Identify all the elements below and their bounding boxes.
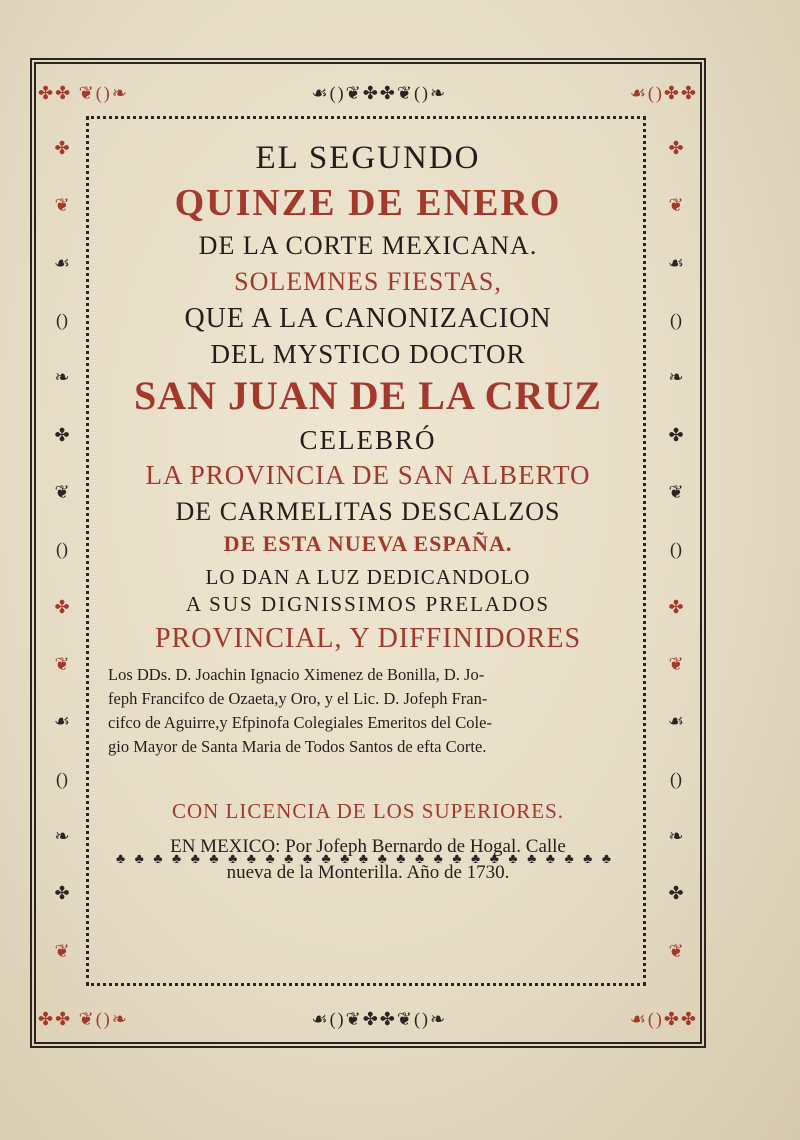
title-line-7: SAN JUAN DE LA CRUZ bbox=[134, 373, 602, 418]
left-ornament-column: ✤ ❦ ☙ () ❧ ✤ ❦ () ✤ ❦ ☙ () ❧ ✤ ❦ bbox=[53, 138, 71, 961]
dedication-line-3: cifco de Aguirre,y Efpinofa Colegiales Emeritos del Cole- bbox=[108, 713, 492, 732]
right-ornament-column: ✤ ❦ ☙ () ❧ ✤ ❦ () ✤ ❦ ☙ () ❧ ✤ ❦ bbox=[667, 138, 685, 961]
license-line: CON LICENCIA DE LOS SUPERIORES. bbox=[171, 799, 565, 823]
title-line-14: PROVINCIAL, Y DIFFINIDORES bbox=[154, 623, 582, 654]
title-line-2: QUINZE DE ENERO bbox=[174, 182, 562, 224]
title-line-10: DE CARMELITAS DESCALZOS bbox=[175, 497, 561, 526]
title-line-13: A SUS DIGNISSIMOS PRELADOS bbox=[185, 592, 551, 616]
title-line-8: CELEBRÓ bbox=[299, 425, 437, 455]
title-line-6: DEL MYSTICO DOCTOR bbox=[210, 339, 526, 369]
separator-ornament-row: ♣ ♣ ♣ ♣ ♣ ♣ ♣ ♣ ♣ ♣ ♣ ♣ ♣ ♣ ♣ ♣ ♣ ♣ ♣ ♣ ♣ ♣ ♣ ♣ ♣ ♣ ♣ bbox=[115, 852, 615, 867]
dedication-line-2: feph Francifco de Ozaeta,y Oro, y el Lic. D. Jofeph Fran- bbox=[108, 689, 488, 708]
dedication-line-1: Los DDs. D. Joachin Ignacio Ximenez de Bonilla, D. Jo- bbox=[108, 665, 485, 684]
title-line-4: SOLEMNES FIESTAS, bbox=[234, 267, 502, 296]
title-line-5: QUE A LA CANONIZACION bbox=[184, 303, 552, 334]
title-line-9: LA PROVINCIA DE SAN ALBERTO bbox=[145, 460, 591, 490]
title-text-block bbox=[98, 140, 638, 886]
bottom-ornament-strip: ✤✤ ❦()❧ ☙()❦✤✤❦()❧ ☙()✤✤ bbox=[38, 1008, 698, 1029]
top-ornament-strip: ✤✤ ❦()❧ ☙()❦✤✤❦()❧ ☙()✤✤ bbox=[38, 82, 698, 103]
title-line-3: DE LA CORTE MEXICANA. bbox=[198, 231, 538, 260]
title-line-12: LO DAN A LUZ DEDICANDOLO bbox=[205, 565, 531, 589]
imprint-line-1: EN MEXICO: Por Jofeph Bernardo de Hogal. Calle bbox=[170, 836, 566, 857]
title-line-11: DE ESTA NUEVA ESPAÑA. bbox=[223, 531, 513, 556]
imprint-line-2: nueva de la Monterilla. Año de 1730. bbox=[226, 862, 510, 883]
title-line-1: EL SEGUNDO bbox=[255, 140, 481, 176]
dedication-line-4: gio Mayor de Santa Maria de Todos Santos de efta Corte. bbox=[108, 737, 487, 756]
